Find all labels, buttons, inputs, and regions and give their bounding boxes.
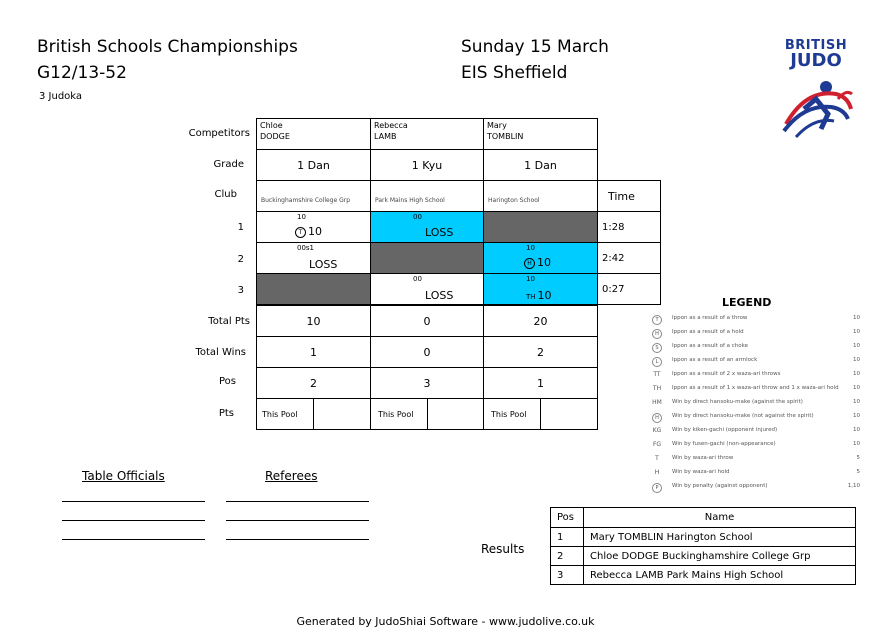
competitor-3-grade: 1 Dan	[483, 149, 598, 181]
pool-3-value	[540, 398, 598, 430]
score-big: LOSS	[425, 226, 454, 239]
match-r2-c3	[483, 242, 598, 274]
results-header-pos: Pos	[550, 507, 584, 528]
legend-points: 10	[853, 413, 860, 419]
logo-text-line1: BRITISH	[784, 38, 848, 53]
pos-3: 1	[483, 367, 598, 399]
legend-description: Win by waza-ari throw	[672, 455, 734, 461]
result-name-3: Rebecca LAMB Park Mains High School	[583, 565, 856, 585]
legend-points: 10	[853, 357, 860, 363]
legend-symbol-icon	[650, 483, 664, 493]
pos-2: 3	[370, 367, 484, 399]
result-name-2: Chloe DODGE Buckinghamshire College Grp	[583, 546, 856, 566]
legend-symbol-icon	[650, 441, 664, 448]
legend-symbol-icon	[650, 315, 664, 325]
logo-text-line2: JUDO	[790, 50, 842, 71]
legend-symbol-icon	[650, 371, 664, 378]
signature-line	[62, 539, 205, 540]
legend-item	[650, 427, 860, 440]
event-venue: EIS Sheffield	[461, 63, 568, 83]
legend-symbol-icon	[650, 385, 664, 392]
score-big: LOSS	[425, 289, 454, 302]
competitor-2-grade: 1 Kyu	[370, 149, 484, 181]
time-header-text: Time	[608, 190, 635, 203]
legend-item	[650, 483, 860, 496]
label-total-pts: Total Pts	[208, 316, 250, 327]
time-header	[597, 180, 661, 212]
score-big: 10	[537, 256, 551, 269]
label-pos: Pos	[218, 376, 236, 387]
legend-symbol-text: TT	[653, 371, 661, 378]
legend-symbol-text: HM	[652, 399, 662, 406]
legend-symbol-icon	[650, 343, 664, 353]
legend-symbol-icon	[650, 357, 664, 367]
legend-item	[650, 329, 860, 342]
competitor-2-name	[370, 118, 484, 150]
result-pos-2: 2	[550, 546, 584, 566]
total-wins-3: 2	[483, 336, 598, 368]
total-pts-1: 10	[256, 305, 371, 337]
legend-description: Ippon as a result of a hold	[672, 329, 744, 335]
competitor-1-name	[256, 118, 371, 150]
match-r1-c2	[370, 211, 484, 243]
time-r3	[597, 273, 661, 305]
match-r3-c1	[256, 273, 371, 305]
legend-item	[650, 385, 860, 398]
legend-description: Win by fusen-gachi (non-appearance)	[672, 441, 776, 447]
legend-symbol-icon	[650, 413, 664, 423]
result-pos-3: 3	[550, 565, 584, 585]
legend-description: Win by waza-ari hold	[672, 469, 730, 475]
legend-symbol-text: FG	[652, 441, 662, 448]
total-pts-3: 20	[483, 305, 598, 337]
hold-icon: H	[524, 258, 535, 269]
pool-2-text: This Pool	[378, 410, 414, 419]
competitor-1-club	[256, 180, 371, 212]
score-small: 00	[413, 213, 422, 221]
label-competitors: Competitors	[188, 128, 250, 139]
score-big: 10	[308, 225, 322, 238]
match-r1-c3	[483, 211, 598, 243]
legend-points: 10	[853, 329, 860, 335]
legend-description: Win by direct hansoku-make (against the spirit)	[672, 399, 803, 405]
result-name-1: Mary TOMBLIN Harington School	[583, 527, 856, 547]
judo-figure-icon	[776, 69, 856, 144]
pool-2	[370, 398, 428, 430]
legend-symbol-text: T	[655, 455, 659, 462]
label-round-3: 3	[237, 285, 244, 296]
legend-item	[650, 399, 860, 412]
legend-points: 10	[853, 315, 860, 321]
event-date: Sunday 15 March	[461, 37, 609, 57]
score-small: 00s1	[297, 244, 315, 252]
competitor-2-club	[370, 180, 484, 212]
score-big: 10	[537, 289, 552, 302]
signature-line	[226, 520, 369, 521]
signature-line	[226, 501, 369, 502]
legend-item	[650, 413, 860, 426]
legend-points: 10	[853, 399, 860, 405]
legend-symbol-text: TH	[652, 385, 662, 392]
label-club: Club	[214, 189, 237, 200]
footer-credit: Generated by JudoShiai Software - www.judolive.co.uk	[296, 615, 595, 628]
legend-points: 10	[853, 441, 860, 447]
score-small: 00	[413, 275, 422, 283]
legend-item	[650, 455, 860, 468]
legend-item	[650, 469, 860, 482]
legend-symbol-text: H	[652, 413, 662, 423]
legend-points: 1,10	[847, 483, 860, 489]
legend-symbol-icon	[650, 455, 664, 462]
legend-item	[650, 371, 860, 384]
table-officials-label: Table Officials	[82, 469, 165, 483]
event-title: British Schools Championships	[37, 37, 298, 57]
pool-1-value	[313, 398, 371, 430]
club-1-text: Buckinghamshire College Grp	[261, 197, 351, 204]
pool-3-text: This Pool	[491, 410, 527, 419]
competitor-3-club	[483, 180, 598, 212]
legend-symbol-icon	[650, 329, 664, 339]
pool-3	[483, 398, 541, 430]
total-wins-2: 0	[370, 336, 484, 368]
signature-line	[62, 501, 205, 502]
legend-description: Win by kiken-gachi (opponent injured)	[672, 427, 778, 433]
time-r1	[597, 211, 661, 243]
competitor-1-last: DODGE	[260, 132, 290, 141]
time-r1-text: 1:28	[602, 222, 625, 233]
time-r3-text: 0:27	[602, 284, 625, 295]
legend-symbol-text: S	[652, 343, 662, 353]
score-small: 10	[526, 275, 535, 283]
legend-points: 10	[853, 427, 860, 433]
competitor-3-last: TOMBLIN	[487, 132, 524, 141]
signature-line	[226, 539, 369, 540]
legend-item	[650, 441, 860, 454]
total-wins-1: 1	[256, 336, 371, 368]
score-big: LOSS	[309, 258, 338, 271]
total-pts-2: 0	[370, 305, 484, 337]
result-pos-1: 1	[550, 527, 584, 547]
competitor-1-grade: 1 Dan	[256, 149, 371, 181]
legend-points: 5	[856, 469, 860, 475]
match-r2-c2	[370, 242, 484, 274]
legend-item	[650, 357, 860, 370]
legend-symbol-icon	[650, 427, 664, 434]
pool-1-text: This Pool	[262, 410, 298, 419]
category: G12/13-52	[37, 63, 127, 83]
legend-symbol-text: H	[654, 469, 660, 476]
legend-symbol-icon	[650, 399, 664, 406]
match-r3-c3	[483, 273, 598, 305]
pool-2-value	[427, 398, 484, 430]
score-small: 10	[526, 244, 535, 252]
legend-description: Ippon as a result of a throw	[672, 315, 748, 321]
throw-hold-icon: TH	[526, 293, 536, 301]
legend-points: 5	[856, 455, 860, 461]
legend-description: Ippon as a result of 2 x waza-ari throws	[672, 371, 781, 377]
legend-symbol-text: P	[652, 483, 662, 493]
legend-symbol-text: T	[652, 315, 662, 325]
legend-points: 10	[853, 343, 860, 349]
score-small: 10	[297, 213, 306, 221]
legend-symbol-text: H	[652, 329, 662, 339]
judoka-count: 3 Judoka	[39, 91, 83, 102]
legend-symbol-icon	[650, 469, 664, 476]
match-r2-c1	[256, 242, 371, 274]
time-r2-text: 2:42	[602, 253, 625, 264]
match-r1-c1	[256, 211, 371, 243]
pos-1: 2	[256, 367, 371, 399]
time-r2	[597, 242, 661, 274]
british-judo-logo	[776, 38, 856, 148]
legend-points: 10	[853, 371, 860, 377]
competitor-3-first: Mary	[487, 121, 507, 130]
pool-1	[256, 398, 314, 430]
competitor-2-first: Rebecca	[374, 121, 408, 130]
signature-line	[62, 520, 205, 521]
legend-symbol-text: KG	[652, 427, 662, 434]
competitor-1-first: Chloe	[260, 121, 283, 130]
label-pts: Pts	[218, 408, 234, 419]
throw-icon: T	[295, 227, 306, 238]
label-round-1: 1	[237, 222, 244, 233]
label-round-2: 2	[237, 254, 244, 265]
label-grade: Grade	[213, 159, 244, 170]
legend-description: Ippon as a result of a choke	[672, 343, 749, 349]
legend-description: Ippon as a result of 1 x waza-ari throw and 1 x waza-ari hold	[672, 385, 839, 391]
results-label: Results	[481, 542, 525, 556]
legend-description: Ippon as a result of an armlock	[672, 357, 758, 363]
match-r3-c2	[370, 273, 484, 305]
competitor-2-last: LAMB	[374, 132, 397, 141]
competitor-3-name	[483, 118, 598, 150]
referees-label: Referees	[265, 469, 318, 483]
legend-title: LEGEND	[722, 296, 772, 309]
legend-description: Win by direct hansoku-make (not against the spirit)	[672, 413, 814, 419]
legend-symbol-text: L	[652, 357, 662, 367]
label-total-wins: Total Wins	[195, 347, 246, 358]
legend-item	[650, 343, 860, 356]
legend-description: Win by penalty (against opponent)	[672, 483, 768, 489]
club-3-text: Harington School	[488, 197, 540, 204]
club-2-text: Park Mains High School	[375, 197, 445, 204]
legend-item	[650, 315, 860, 328]
legend-points: 10	[853, 385, 860, 391]
results-header-name: Name	[583, 507, 856, 528]
